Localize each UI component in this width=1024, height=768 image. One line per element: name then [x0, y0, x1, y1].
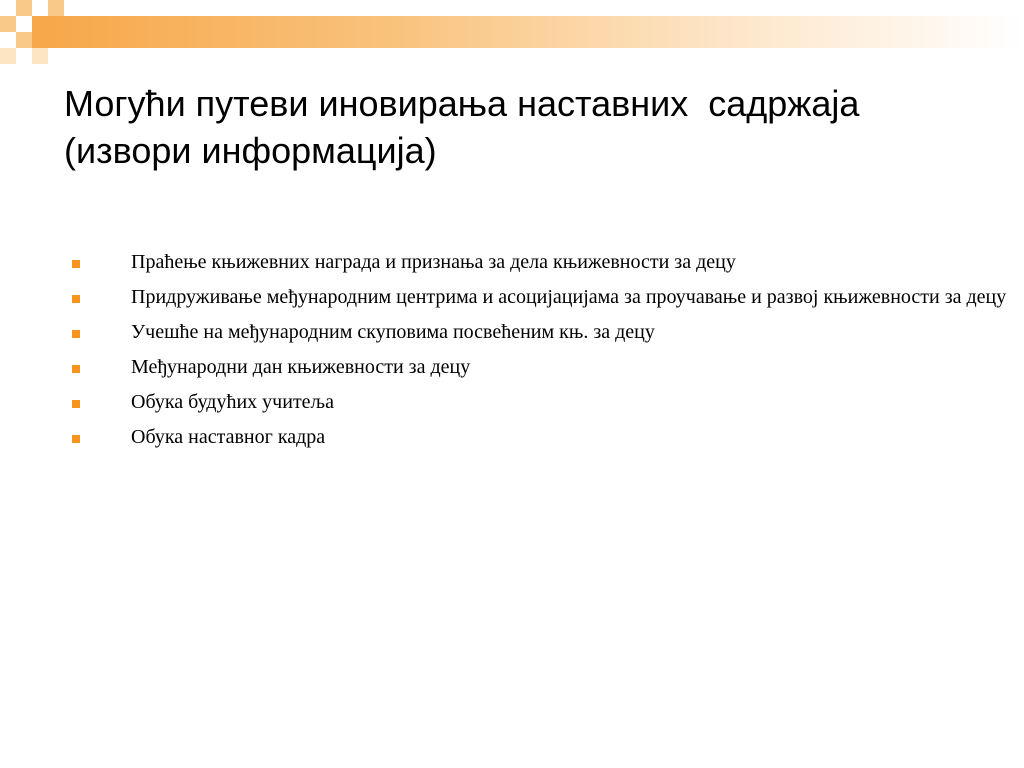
square-bullet-icon — [72, 400, 80, 408]
bullet-text: Праћење књижевних награда и признања за дела књижевности за децу — [131, 251, 736, 273]
decoration-square — [32, 16, 48, 32]
bullet-item — [64, 285, 1014, 309]
slide-title-line: Могући путеви иновирања наставних садржаја — [64, 83, 860, 124]
bullet-item — [64, 355, 1014, 379]
decoration-square — [0, 48, 16, 64]
bullet-item — [64, 250, 1014, 274]
bullet-list — [64, 250, 1014, 460]
decoration-square — [32, 32, 48, 48]
square-bullet-icon — [72, 295, 80, 303]
decoration-square — [32, 48, 48, 64]
slide-title — [64, 80, 1004, 174]
decoration-square — [0, 16, 16, 32]
square-bullet-icon — [72, 260, 80, 268]
bullet-text: Придруживање међународним центрима и асоцијацијама за проучавање и развој књижевности за децу — [131, 286, 1007, 308]
bullet-text: Међународни дан књижевности за децу — [131, 356, 471, 378]
top-gradient-band — [48, 16, 1024, 48]
bullet-text: Обука наставног кадра — [131, 426, 326, 448]
bullet-item — [64, 320, 1014, 344]
bullet-item — [64, 425, 1014, 449]
square-bullet-icon — [72, 365, 80, 373]
decoration-square — [16, 32, 32, 48]
slide-title-line: (извори информација) — [64, 130, 437, 171]
square-bullet-icon — [72, 330, 80, 338]
bullet-item — [64, 390, 1014, 414]
bullet-text: Обука будућих учитеља — [131, 391, 334, 413]
bullet-text: Учешће на међународним скуповима посвећеним књ. за децу — [131, 321, 655, 343]
decoration-square — [48, 0, 64, 16]
square-bullet-icon — [72, 435, 80, 443]
decoration-square — [16, 0, 32, 16]
